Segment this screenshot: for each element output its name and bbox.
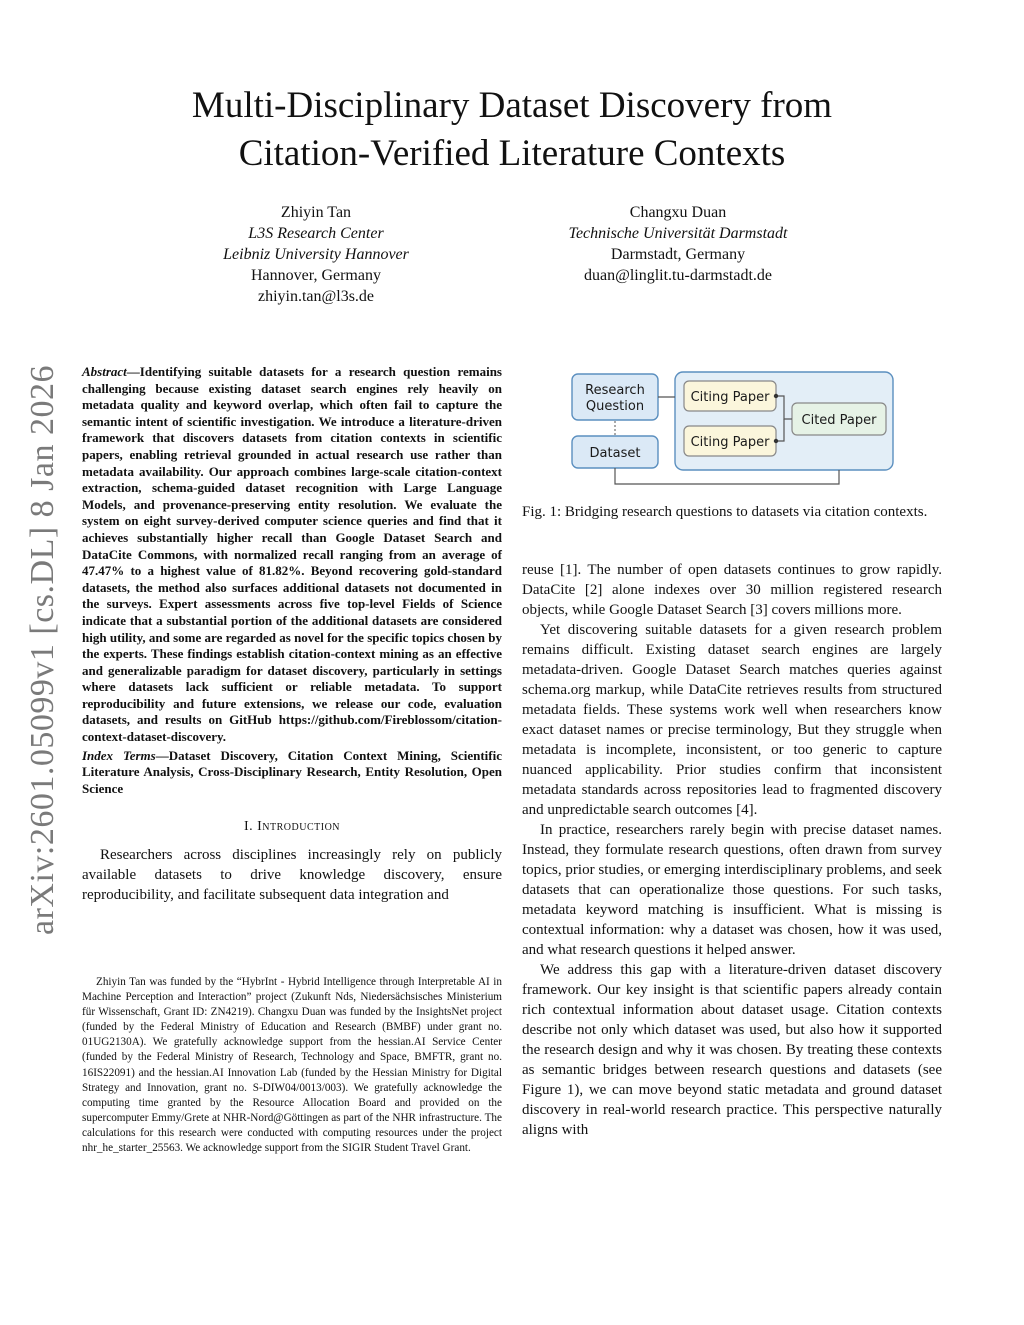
- dataset-label: Dataset: [589, 446, 641, 461]
- right-column: [522, 560, 942, 1140]
- author-affiliation: Leibniz University Hannover: [223, 246, 409, 263]
- connector-dot: [774, 439, 778, 443]
- abstract-text: —Identifying suitable datasets for a research question remains challenging because existing dataset search engines rely heavily on metadata quality and keyword overlap, which often fail to capture the semantic intent of scientific investigation. We introduce a literature-driven framework that discovers datasets from citation contexts in scientific papers, enabling retrieval grounded in actual research use rather than metadata availability. Our approach combines large-scale citation-context extraction, schema-guided dataset recognition with Large Language Models, and provenance-preserving entity resolution. We evaluate the system on eight survey-derived computer science queries and find that it achieves substantially higher recall than Google Dataset Search and DataCite Commons, with normalized recall ranging from an average of 47.47% to a highest value of 81.82%. Beyond recovering gold-standard datasets, the method also surfaces additional datasets not documented in the surveys. Expert assessments across five top-level Fields of Science indicate that a substantial portion of the additional datasets are considered high utility, and some are regarded as novel for the specific topics chosen by the experts. These findings establish citation-context mining as an effective and generalizable paradigm for dataset discovery, particularly in settings where datasets lack sufficient or reliable metadata. To support reproducibility and future extensions, we release our code, evaluation datasets, and results on GitHub https://github.com/Fireblossom/citation-context-dataset-discovery.: [82, 364, 502, 745]
- research-question-label-1: Research: [585, 383, 645, 398]
- abstract-label: Abstract: [82, 364, 127, 379]
- left-column: [82, 364, 502, 905]
- citing-paper-label-2: Citing Paper: [690, 435, 770, 450]
- author-affiliation: L3S Research Center: [248, 225, 384, 242]
- title-line-1: Multi-Disciplinary Dataset Discovery from: [191, 85, 833, 126]
- title-line-2: Citation-Verified Literature Contexts: [238, 133, 786, 174]
- author-affiliation: Technische Universität Darmstadt: [568, 225, 788, 242]
- paper-title: [100, 82, 924, 178]
- research-question-label-2: Question: [585, 399, 645, 414]
- section-heading: I. Introduction: [243, 819, 341, 835]
- index-terms-label: Index Terms: [82, 747, 156, 763]
- body-paragraph: We address this gap with a literature-driven dataset discovery framework. Our key insight is that scientific papers already contain rich contextual information about dataset usage. Citation contexts describe not only which dataset was used, but also how it supported the research design and why it was chosen. By treating these contexts as semantic bridges between research questions and datasets (see Figure 1), we can move beyond static metadata and ground dataset discovery in real-world research practice. This perspective naturally aligns with: [522, 962, 942, 1138]
- body-paragraph: In practice, researchers rarely begin with precise dataset names. Instead, they formulate research questions, often drawn from survey topics, prior studies, or emerging interdisciplinary problems, and seek datasets that can operationalize those questions. For such tasks, metadata keyword matching is insufficient. What is missing is contextual information: why a dataset was chosen, how it was used, and what research questions it helped answer.: [522, 822, 942, 958]
- abstract: [82, 364, 502, 746]
- figure-1-diagram: [560, 368, 900, 492]
- figure-caption: Fig. 1: Bridging research questions to datasets via citation contexts.: [522, 504, 928, 520]
- connector-dot: [774, 394, 778, 398]
- index-terms: [82, 748, 502, 798]
- author-block-2: [528, 202, 828, 286]
- author-location: Hannover, Germany: [251, 267, 381, 284]
- author-name: Changxu Duan: [629, 204, 727, 221]
- body-paragraph: reuse [1]. The number of open datasets continues to grow rapidly. DataCite [2] alone indexes over 30 million registered research objects, while Google Dataset Search [3] covers millions more.: [522, 562, 942, 618]
- author-email[interactable]: zhiyin.tan@l3s.de: [257, 288, 375, 305]
- arxiv-identifier-text: arXiv:2601.05099v1 [cs.DL] 8 Jan 2026: [24, 365, 62, 935]
- footnote-text: Zhiyin Tan was funded by the “HybrInt - Hybrid Intelligence through Interpretable AI in Machine Perception and Interaction” project (Zukunft Nds, Niedersächsisches Ministerium für Wissenschaft, Grant ID: ZN4219). Changxu Duan was funded by the InsightsNet project (funded by the Federal Ministry of Education and Research (BMBF) under grant no. 01UG2130A). We gratefully acknowledge support from the hessian.AI Service Center (funded by the Federal Ministry of Research, Technology and Space, BMFTR, grant no. 16IS22091) and the hessian.AI Innovation Lab (funded by the Hessian Ministry for Digital Strategy and Innovation, grant no. S-DIW04/0013/003). We gratefully acknowledge the computing time granted by the Resource Allocation Board and provided on the supercomputer Emmy/Grete at NHR-Nord@Göttingen as part of the NHR infrastructure. The calculations for this research were conducted with computing resources under the project nhr_he_starter_25563. We acknowledge support from the SIGIR Student Travel Grant.: [82, 976, 502, 1155]
- body-paragraph: Yet discovering suitable datasets for a given research problem remains difficult. Existing dataset search engines are largely metadata-driven. Google Dataset Search matches queries against schema.org markup, while DataCite retrieves results from structured metadata fields. These systems work well when researchers know exact dataset names or precise terminology, But they struggle when metadata is incomplete, inconsistent, or too generic to capture nuanced applicability. Prior studies confirm that inconsistent metadata standards across repositories lead to fragmented discovery and unpredictable search outcomes [4].: [522, 622, 942, 818]
- cited-paper-label: Cited Paper: [801, 413, 877, 428]
- citing-paper-label-1: Citing Paper: [690, 390, 770, 405]
- intro-paragraph: Researchers across disciplines increasingly rely on publicly available datasets to drive knowledge discovery, ensure reproducibility, and facilitate subsequent data integration and: [82, 847, 502, 904]
- author-email[interactable]: duan@linglit.tu-darmstadt.de: [583, 267, 773, 284]
- author-location: Darmstadt, Germany: [610, 246, 746, 263]
- funding-footnote: [82, 975, 502, 1156]
- index-terms-text: —Dataset Discovery, Citation Context Mining, Scientific Literature Analysis, Cross-Disciplinary Research, Entity Resolution, Open Science: [82, 747, 503, 796]
- author-block-1: [166, 202, 466, 307]
- author-name: Zhiyin Tan: [280, 204, 352, 221]
- arxiv-identifier: [8, 330, 78, 970]
